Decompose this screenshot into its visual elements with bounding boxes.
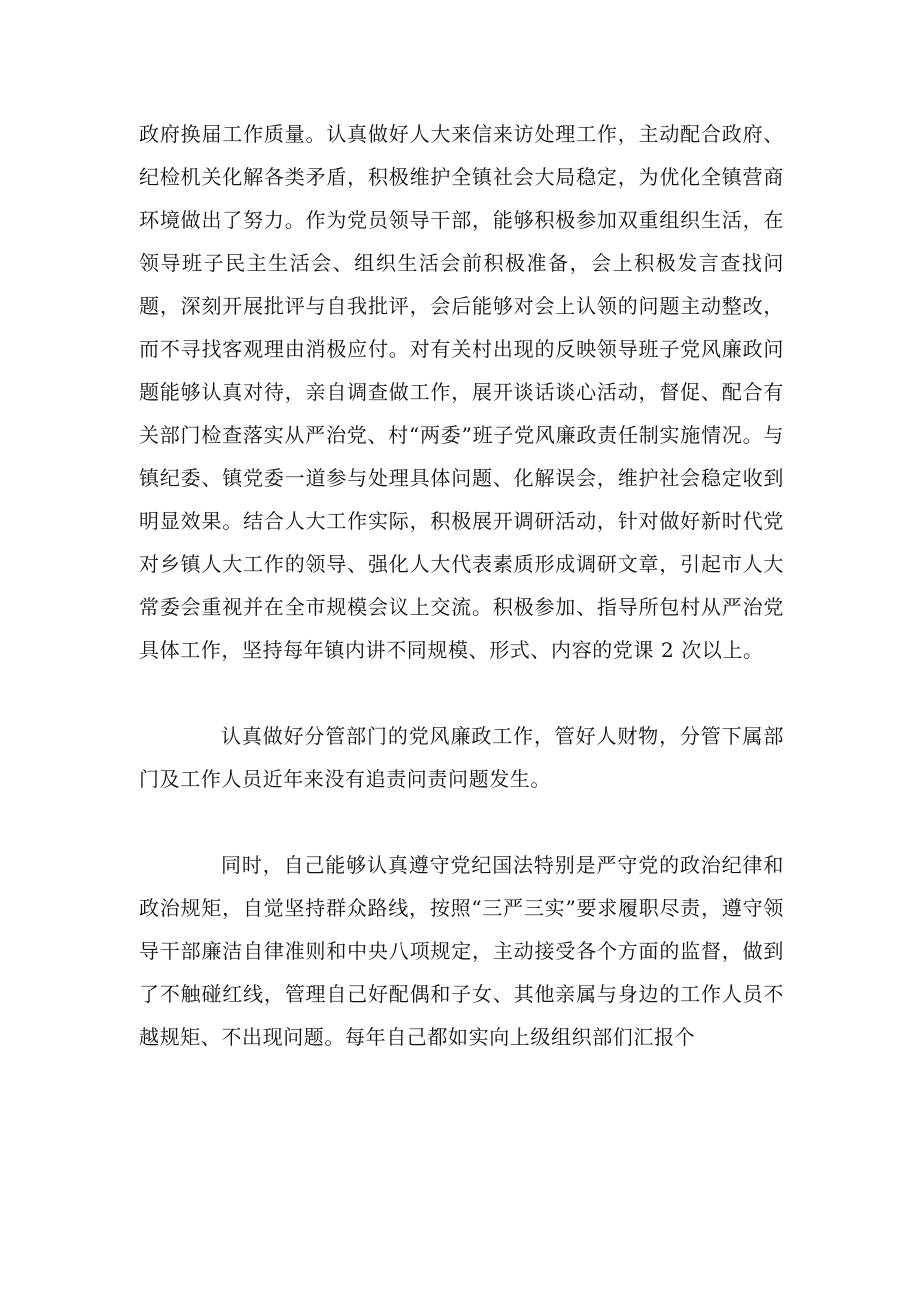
paragraph-2: 认真做好分管部门的党风廉政工作，管好人财物，分管下属部门及工作人员近年来没有追责问责问题发生。 <box>139 724 784 791</box>
document-body <box>139 113 784 1059</box>
paragraph-3: 同时，自己能够认真遵守党纪国法特别是严守党的政治纪律和政治规矩，自觉坚持群众路线，按照“三严三实”要求履职尽责，遵守领导干部廉洁自律准则和中央八项规定，主动接受各个方面的监督，做到了不触碰红线，管理自己好配偶和子女、其他亲属与身边的工作人员不越规矩、不出现问题。每年自己都如实向上级组织部们汇报个 <box>139 853 784 1049</box>
paragraph-1: 政府换届工作质量。认真做好人大来信来访处理工作，主动配合政府、纪检机关化解各类矛盾，积极维护全镇社会大局稳定，为优化全镇营商环境做出了努力。作为党员领导干部，能够积极参加双重组织生活，在领导班子民主生活会、组织生活会前积极准备，会上积极发言查找问题，深刻开展批评与自我批评，会后能够对会上认领的问题主动整改，而不寻找客观理由消极应付。对有关村出现的反映领导班子党风廉政问题能够认真对待，亲自调查做工作，展开谈话谈心活动，督促、配合有关部门检查落实从严治党、村“两委”班子党风廉政责任制实施情况。与镇纪委、镇党委一道参与处理具体问题、化解误会，维护社会稳定收到明显效果。结合人大工作实际，积极展开调研活动，针对做好新时代党对乡镇人大工作的领导、强化人大代表素质形成调研文章，引起市人大常委会重视并在全市规模会议上交流。积极参加、指导所包村从严治党具体工作，坚持每年镇内讲不同规模、形式、内容的党课 2 次以上。 <box>139 122 784 662</box>
